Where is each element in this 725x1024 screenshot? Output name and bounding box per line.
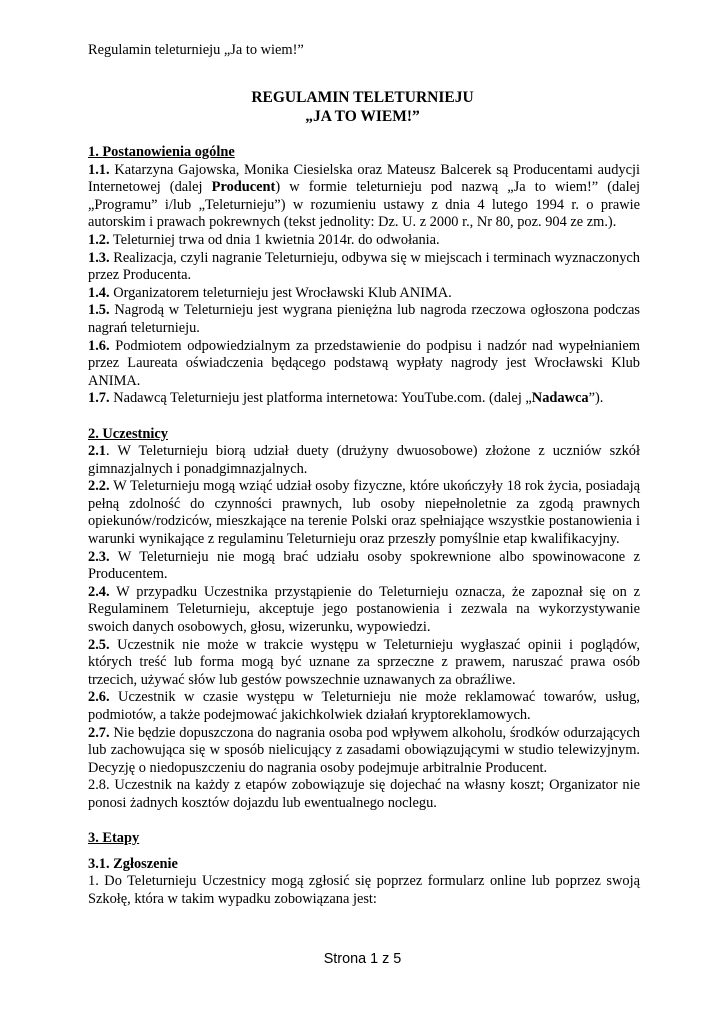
clause-text: Nie będzie dopuszczona do nagrania osoba pod wpływem alkoholu, środków odurzających lub zachowująca się w sposób nielicujący z zasadami obowiązującymi w studio telewizyjnym. Decyzję o niedopuszczeniu do nagrania osoby podejmuje arbitralnie Producent. xyxy=(88,724,640,776)
clause-number: 2.1 xyxy=(88,443,106,460)
clause-number: 1.2. xyxy=(88,231,110,248)
running-header: Regulamin teleturnieju „Ja to wiem!” xyxy=(88,42,304,58)
clause-1-2 xyxy=(88,232,640,250)
title-line-1: REGULAMIN TELETURNIEJU xyxy=(251,89,474,106)
subsection-heading-3-1: 3.1. Zgłoszenie xyxy=(88,855,178,872)
clause-number: 2.4. xyxy=(88,583,110,600)
clause-number: 1.1. xyxy=(88,161,110,178)
clause-2-7 xyxy=(88,725,640,778)
clause-1-1 xyxy=(88,162,640,232)
clause-2-3 xyxy=(88,549,640,584)
clause-1-5 xyxy=(88,302,640,337)
clause-text: ”). xyxy=(588,390,604,407)
clause-text: W Teleturnieju mogą wziąć udział osoby fizyczne, które ukończyły 18 rok życia, posiadają pełną zdolność do czynności prawnych, lub osoby niepełnoletnie za zgodą prawnych opiekunów/rodziców, mieszkające na terenie Polski oraz spełniające wszystkie postanowienia i warunki wynikające z regulaminu Teleturnieju oraz przeszły pomyślnie etap kwalifikacyjny. xyxy=(88,478,640,548)
clause-text: ) w formie teleturnieju pod nazwą „Ja to wiem!” (dalej „Programu” i/lub „Teleturnieju”) w rozumieniu ustawy z dnia 4 lutego 1994 r. o prawie autorskim i prawach pokrewnych (tekst jednolity: Dz. U. z 2000 r., Nr 80, poz. 904 ze zm.). xyxy=(88,179,640,231)
clause-number: 1.3. xyxy=(88,249,110,266)
clause-number: 2.2. xyxy=(88,478,110,495)
clause-text: Nadawcą Teleturnieju jest platforma internetowa: YouTube.com. (dalej „ xyxy=(109,390,532,407)
title-line-2: „JA TO WIEM!” xyxy=(305,108,420,125)
clause-number: 1.6. xyxy=(88,337,110,354)
clause-2-1 xyxy=(88,443,640,478)
clause-2-5 xyxy=(88,637,640,690)
section-heading-3: 3. Etapy xyxy=(88,830,140,847)
page-number-footer: Strona 1 z 5 xyxy=(323,951,402,967)
clause-text: . W Teleturnieju biorą udział duety (drużyny dwuosobowe) złożone z uczniów szkół gimnazjalnych i ponadgimnazjalnych. xyxy=(88,443,640,477)
clause-number: 1.5. xyxy=(88,302,110,319)
clause-text: Teleturniej trwa od dnia 1 kwietnia 2014r. do odwołania. xyxy=(109,231,440,248)
clause-1-6 xyxy=(88,338,640,391)
clause-text: W Teleturnieju nie mogą brać udziału osoby spokrewnione albo spowinowacone z Producentem. xyxy=(88,548,640,583)
clause-number: 1.7. xyxy=(88,390,110,407)
clause-text: Uczestnik nie może w trakcie występu w Teleturnieju wygłaszać opinii i poglądów, których treść lub forma mogą być uznane za sprzeczne z prawem, naruszać prawa osób trzecich, używać słów lub gestów powszechnie uznawanych za obraźliwe. xyxy=(88,636,640,688)
clause-1-3 xyxy=(88,250,640,285)
clause-number: 2.5. xyxy=(88,636,110,653)
clause-bold-term: Nadawca xyxy=(531,390,589,407)
clause-2-4 xyxy=(88,584,640,637)
clause-2-6 xyxy=(88,689,640,724)
clause-bold-term: Producent xyxy=(211,179,276,196)
clause-number: 1.4. xyxy=(88,284,110,301)
document-title xyxy=(0,88,725,126)
clause-text: Nagrodą w Teleturnieju jest wygrana pieniężna lub nagroda rzeczowa ogłoszona podczas nagrań teleturnieju. xyxy=(88,302,640,336)
clause-1-4 xyxy=(88,285,640,303)
clause-text: Organizatorem teleturnieju jest Wrocławski Klub ANIMA. xyxy=(109,284,452,301)
clause-text: Uczestnik w czasie występu w Teleturnieju nie może reklamować towarów, usług, podmiotów, a także podejmować jakichkolwiek działań kryptoreklamowych. xyxy=(88,689,640,723)
clause-2-2 xyxy=(88,478,640,548)
clause-number: 2.3. xyxy=(88,548,110,565)
clause-text: Realizacja, czyli nagranie Teleturnieju, odbywa się w miejscach i terminach wyznaczonych przez Producenta. xyxy=(88,249,640,284)
clause-1-7 xyxy=(88,390,640,408)
section-heading-1: 1. Postanowienia ogólne xyxy=(88,144,235,160)
clause-text: Katarzyna Gajowska, Monika Ciesielska oraz Mateusz Balcerek są Producentami audycji Internetowej (dalej xyxy=(88,161,640,196)
clause-text: Podmiotem odpowiedzialnym za przedstawienie do podpisu i nadzór nad wypełnianiem przez Laureata oświadczenia będącego podstawą wypłaty nagrody jest Wrocławski Klub ANIMA. xyxy=(88,337,640,389)
clause-number: 2.7. xyxy=(88,724,110,741)
document-body xyxy=(88,144,640,909)
clause-text: W przypadku Uczestnika przystąpienie do Teleturnieju oznacza, że zapoznał się on z Regulaminem Teleturnieju, akceptuje jego postanowienia i zezwala na wykorzystywanie swoich danych osobowych, głosu, wizerunku, wypowiedzi. xyxy=(88,583,640,636)
clause-number: 2.6. xyxy=(88,689,110,706)
section-heading-2: 2. Uczestnicy xyxy=(88,425,168,442)
clause-3-1-1: 1. Do Teleturnieju Uczestnicy mogą zgłosić się poprzez formularz online lub poprzez swoją Szkołę, która w takim wypadku zobowiązana jest: xyxy=(88,873,640,907)
clause-2-8: 2.8. Uczestnik na każdy z etapów zobowiązuje się dojechać na własny koszt; Organizator nie ponosi żadnych kosztów dojazdu lub ewentualnego noclegu. xyxy=(88,777,640,811)
